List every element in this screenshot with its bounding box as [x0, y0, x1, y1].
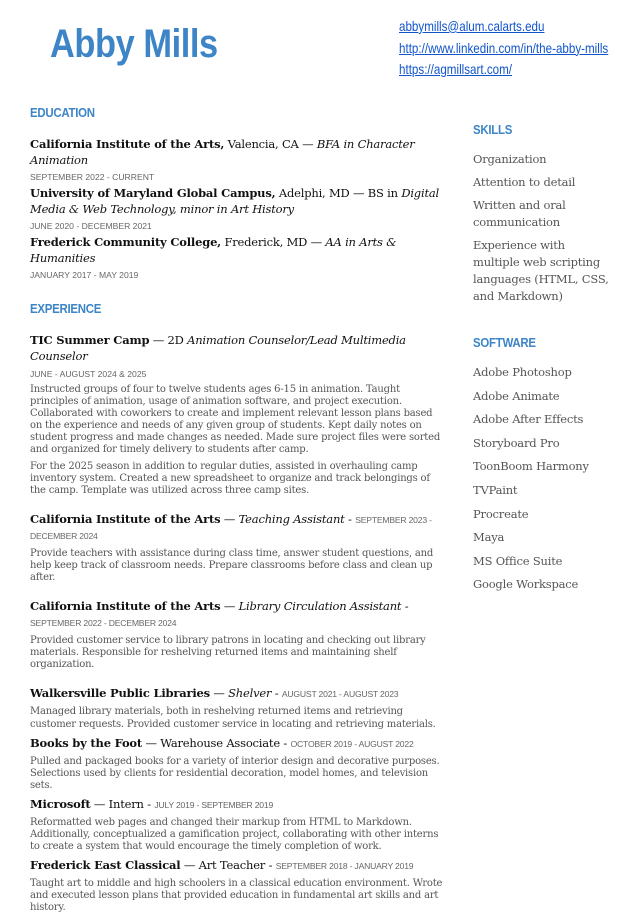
skills-list	[473, 151, 613, 305]
education-dates: SEPTEMBER 2022 - CURRENT	[30, 172, 155, 182]
skill-item: Written and oral communication	[473, 198, 566, 229]
experience-entry	[30, 796, 445, 853]
experience-entry	[30, 332, 445, 497]
skill-item: Organization	[473, 152, 547, 166]
employer: Frederick East Classical	[30, 858, 181, 873]
employer: Microsoft	[30, 796, 91, 811]
software-item: TVPaint	[473, 482, 518, 497]
separator: —	[142, 735, 161, 750]
job-description: Provided customer service to library patrons in locating and checking out library materials. Responsible for reshelving returned items and maintaining shelf organization.	[30, 635, 426, 671]
experience-entry	[30, 857, 445, 914]
employer: Walkersville Public Libraries	[30, 686, 210, 701]
main-column	[30, 105, 445, 914]
school-name: Frederick Community College,	[30, 235, 221, 249]
job-dates: AUGUST 2021 - AUGUST 2023	[281, 689, 399, 700]
job-description: Pulled and packaged books for a variety of interior design and decorative purposes. Selections used by clients for residential decoration, model homes, and television sets.	[30, 755, 440, 791]
separator: —	[180, 858, 199, 873]
software-item: Adobe Animate	[473, 388, 560, 403]
software-list	[473, 364, 613, 593]
job-description: Managed library materials, both in reshelving returned items and retrieving customer requests. Provided customer service in locating and retrieving materials.	[30, 706, 436, 730]
software-item: Google Workspace	[473, 577, 579, 592]
job-description: For the 2025 season in addition to regular duties, assisted in overhauling camp inventory system. Created a new spreadsheet to organize and track belongings of the camp. Template was utilized across three camp sites.	[30, 460, 430, 496]
school-name: California Institute of the Arts,	[30, 137, 225, 151]
degree: Digital Media & Web Technology, minor in Art History	[30, 186, 440, 216]
software-heading: SOFTWARE	[473, 335, 536, 350]
job-dates: SEPTEMBER 2018 - JANUARY 2019	[275, 861, 414, 872]
software-item: MS Office Suite	[473, 553, 563, 568]
job-role: Library Circulation Assistant	[238, 599, 402, 614]
software-item: Adobe Photoshop	[473, 365, 572, 379]
software-item: Adobe After Effects	[473, 412, 584, 427]
education-heading: EDUCATION	[30, 105, 95, 120]
school-location: Frederick, MD —	[220, 235, 326, 249]
employer: TIC Summer Camp	[30, 333, 150, 347]
job-dates: SEPTEMBER 2022 - DECEMBER 2024	[30, 618, 177, 629]
separator: —	[90, 796, 109, 811]
skills-heading: SKILLS	[473, 122, 513, 137]
experience-entry	[30, 735, 445, 792]
school-name: University of Maryland Global Campus,	[30, 186, 276, 200]
school-location: Valencia, CA —	[224, 137, 317, 151]
separator: —	[220, 511, 239, 526]
separator: -	[401, 599, 409, 614]
website-link[interactable]: https://agmillsart.com/	[399, 61, 513, 77]
job-dates: JULY 2019 - SEPTEMBER 2019	[154, 799, 274, 810]
skill-item: Attention to detail	[473, 175, 576, 189]
side-column	[473, 122, 613, 593]
job-dates: SEPTEMBER 2023 - DECEMBER 2024	[30, 514, 432, 541]
software-item: Procreate	[473, 506, 529, 521]
separator: -	[344, 511, 356, 526]
education-entry	[30, 185, 445, 232]
software-item: ToonBoom Harmony	[473, 459, 589, 474]
separator: -	[279, 735, 291, 750]
job-description: Taught art to middle and high schoolers in a classical education environment. Wrote and executed lesson plans that provided education in fundamental art skills and art history.	[30, 878, 443, 914]
school-location: Adelphi, MD — BS in	[275, 186, 402, 200]
job-dates: OCTOBER 2019 - AUGUST 2022	[290, 738, 414, 749]
separator: -	[143, 796, 155, 811]
skill-item: Experience with multiple web scripting languages (HTML, CSS, and Markdown)	[473, 238, 609, 303]
linkedin-link[interactable]: http://www.linkedin.com/in/the-abby-mills	[399, 39, 609, 56]
experience-entry	[30, 511, 445, 584]
resume-name: Abby Mills	[50, 22, 218, 66]
job-description: Provide teachers with assistance during class time, answer student questions, and help keep track of classroom needs. Prepare classrooms before class and clean up after.	[30, 547, 434, 584]
job-role: Intern	[108, 796, 144, 811]
experience-entry	[30, 685, 445, 730]
education-entry	[30, 136, 445, 183]
job-role: Animation Counselor/Lead Multimedia Counselor	[30, 333, 406, 363]
education-entry	[30, 234, 445, 281]
employer: California Institute of the Arts	[30, 511, 221, 526]
software-item: Maya	[473, 530, 505, 545]
software-item: Storyboard Pro	[473, 435, 560, 450]
degree: BFA in Character Animation	[30, 137, 415, 167]
degree: AA in Arts & Humanities	[30, 235, 397, 265]
job-role: Warehouse Associate	[160, 735, 280, 750]
job-role: Shelver	[228, 686, 272, 701]
job-description: Reformatted web pages and changed their markup from HTML to Markdown. Additionally, conceptualized a gamification project, collaborating with other interns to create a system that would encourage the timely completion of work.	[30, 816, 439, 853]
job-dates: JUNE - AUGUST 2024 & 2025	[30, 369, 147, 379]
separator: -	[265, 858, 276, 873]
experience-heading: EXPERIENCE	[30, 301, 102, 316]
education-dates: JANUARY 2017 - MAY 2019	[30, 270, 139, 280]
job-description: Instructed groups of four to twelve students ages 6-15 in animation. Taught principles of animation, usage of animation software, and project execution. Collaborated with coworkers to create and implement relevant lesson plans based on the experience and needs of any given group of students. Kept daily notes on student progress and made changes as needed. Made sure project files were sorted and organized for timely delivery to students after camp.	[30, 384, 441, 456]
job-role: Art Teacher	[198, 858, 266, 873]
separator: — 2D	[149, 333, 188, 347]
experience-entry	[30, 598, 445, 671]
contact-links	[399, 16, 640, 81]
separator: —	[209, 686, 229, 701]
job-role: Teaching Assistant	[238, 511, 345, 526]
employer: Books by the Foot	[30, 735, 143, 750]
email-link[interactable]: abbymills@alum.calarts.edu	[399, 18, 545, 34]
separator: -	[271, 686, 282, 701]
separator: —	[220, 599, 239, 614]
employer: California Institute of the Arts	[30, 599, 221, 614]
education-dates: JUNE 2020 - DECEMBER 2021	[30, 221, 152, 231]
